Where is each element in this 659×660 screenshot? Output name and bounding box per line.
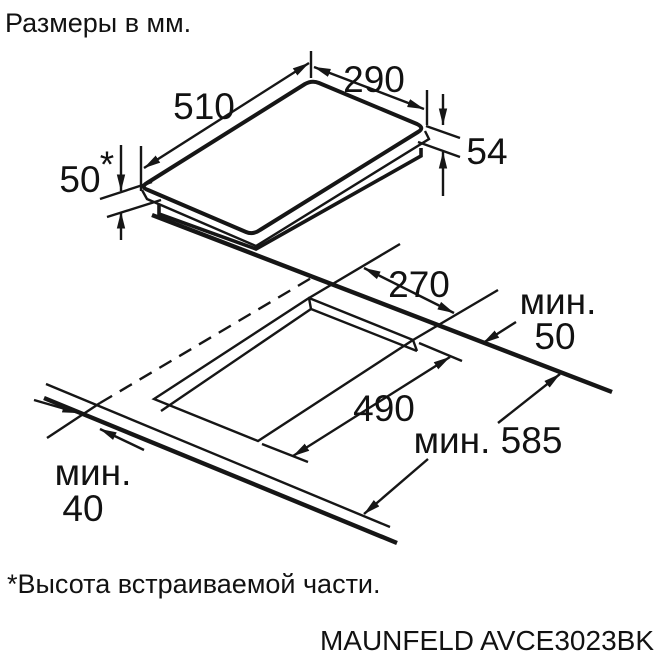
dim-50-label: 50 bbox=[59, 159, 101, 200]
dim-54-ext-bottom bbox=[418, 142, 460, 157]
dim-min-50 bbox=[483, 281, 596, 357]
dim-490-label: 490 bbox=[353, 388, 415, 429]
dim-min50-arrow bbox=[483, 322, 516, 343]
dim-min50-label-value: 50 bbox=[534, 316, 576, 357]
dim-270-label: 270 bbox=[388, 264, 450, 305]
dim-510-label: 510 bbox=[173, 86, 235, 127]
model-name: MAUNFELD AVCE3023BK bbox=[319, 625, 654, 656]
dim-min40-label-word: мин. bbox=[54, 452, 132, 493]
dim-50-asterisk: * bbox=[99, 144, 115, 185]
cutout-inner-wall-left bbox=[161, 309, 311, 411]
dim-min-40 bbox=[34, 400, 144, 529]
dim-min585-arrow-back bbox=[498, 374, 560, 423]
dim-290 bbox=[314, 59, 427, 125]
worktop-drawing bbox=[44, 215, 612, 543]
cutout-inner-wall-right bbox=[311, 309, 417, 351]
page-title: Размеры в мм. bbox=[5, 8, 192, 38]
worktop-hidden-line bbox=[100, 277, 313, 403]
dim-min585-label: мин. 585 bbox=[413, 420, 563, 461]
dim-490-ext-lower bbox=[262, 444, 308, 462]
dim-50-embed bbox=[59, 144, 161, 240]
dim-270 bbox=[309, 244, 498, 340]
dim-min585-arrow-front bbox=[364, 459, 428, 514]
dim-54-ext-top bbox=[426, 126, 460, 138]
dim-270-ext-left bbox=[309, 244, 400, 298]
dim-min50-label-word: мин. bbox=[519, 281, 597, 322]
dim-290-label: 290 bbox=[343, 59, 405, 100]
footnote: *Высота встраиваемой части. bbox=[7, 569, 381, 599]
dim-490-ext-upper bbox=[419, 343, 462, 361]
dim-54 bbox=[418, 94, 508, 196]
dim-min40-label-value: 40 bbox=[62, 488, 104, 529]
dim-54-label: 54 bbox=[466, 131, 508, 172]
